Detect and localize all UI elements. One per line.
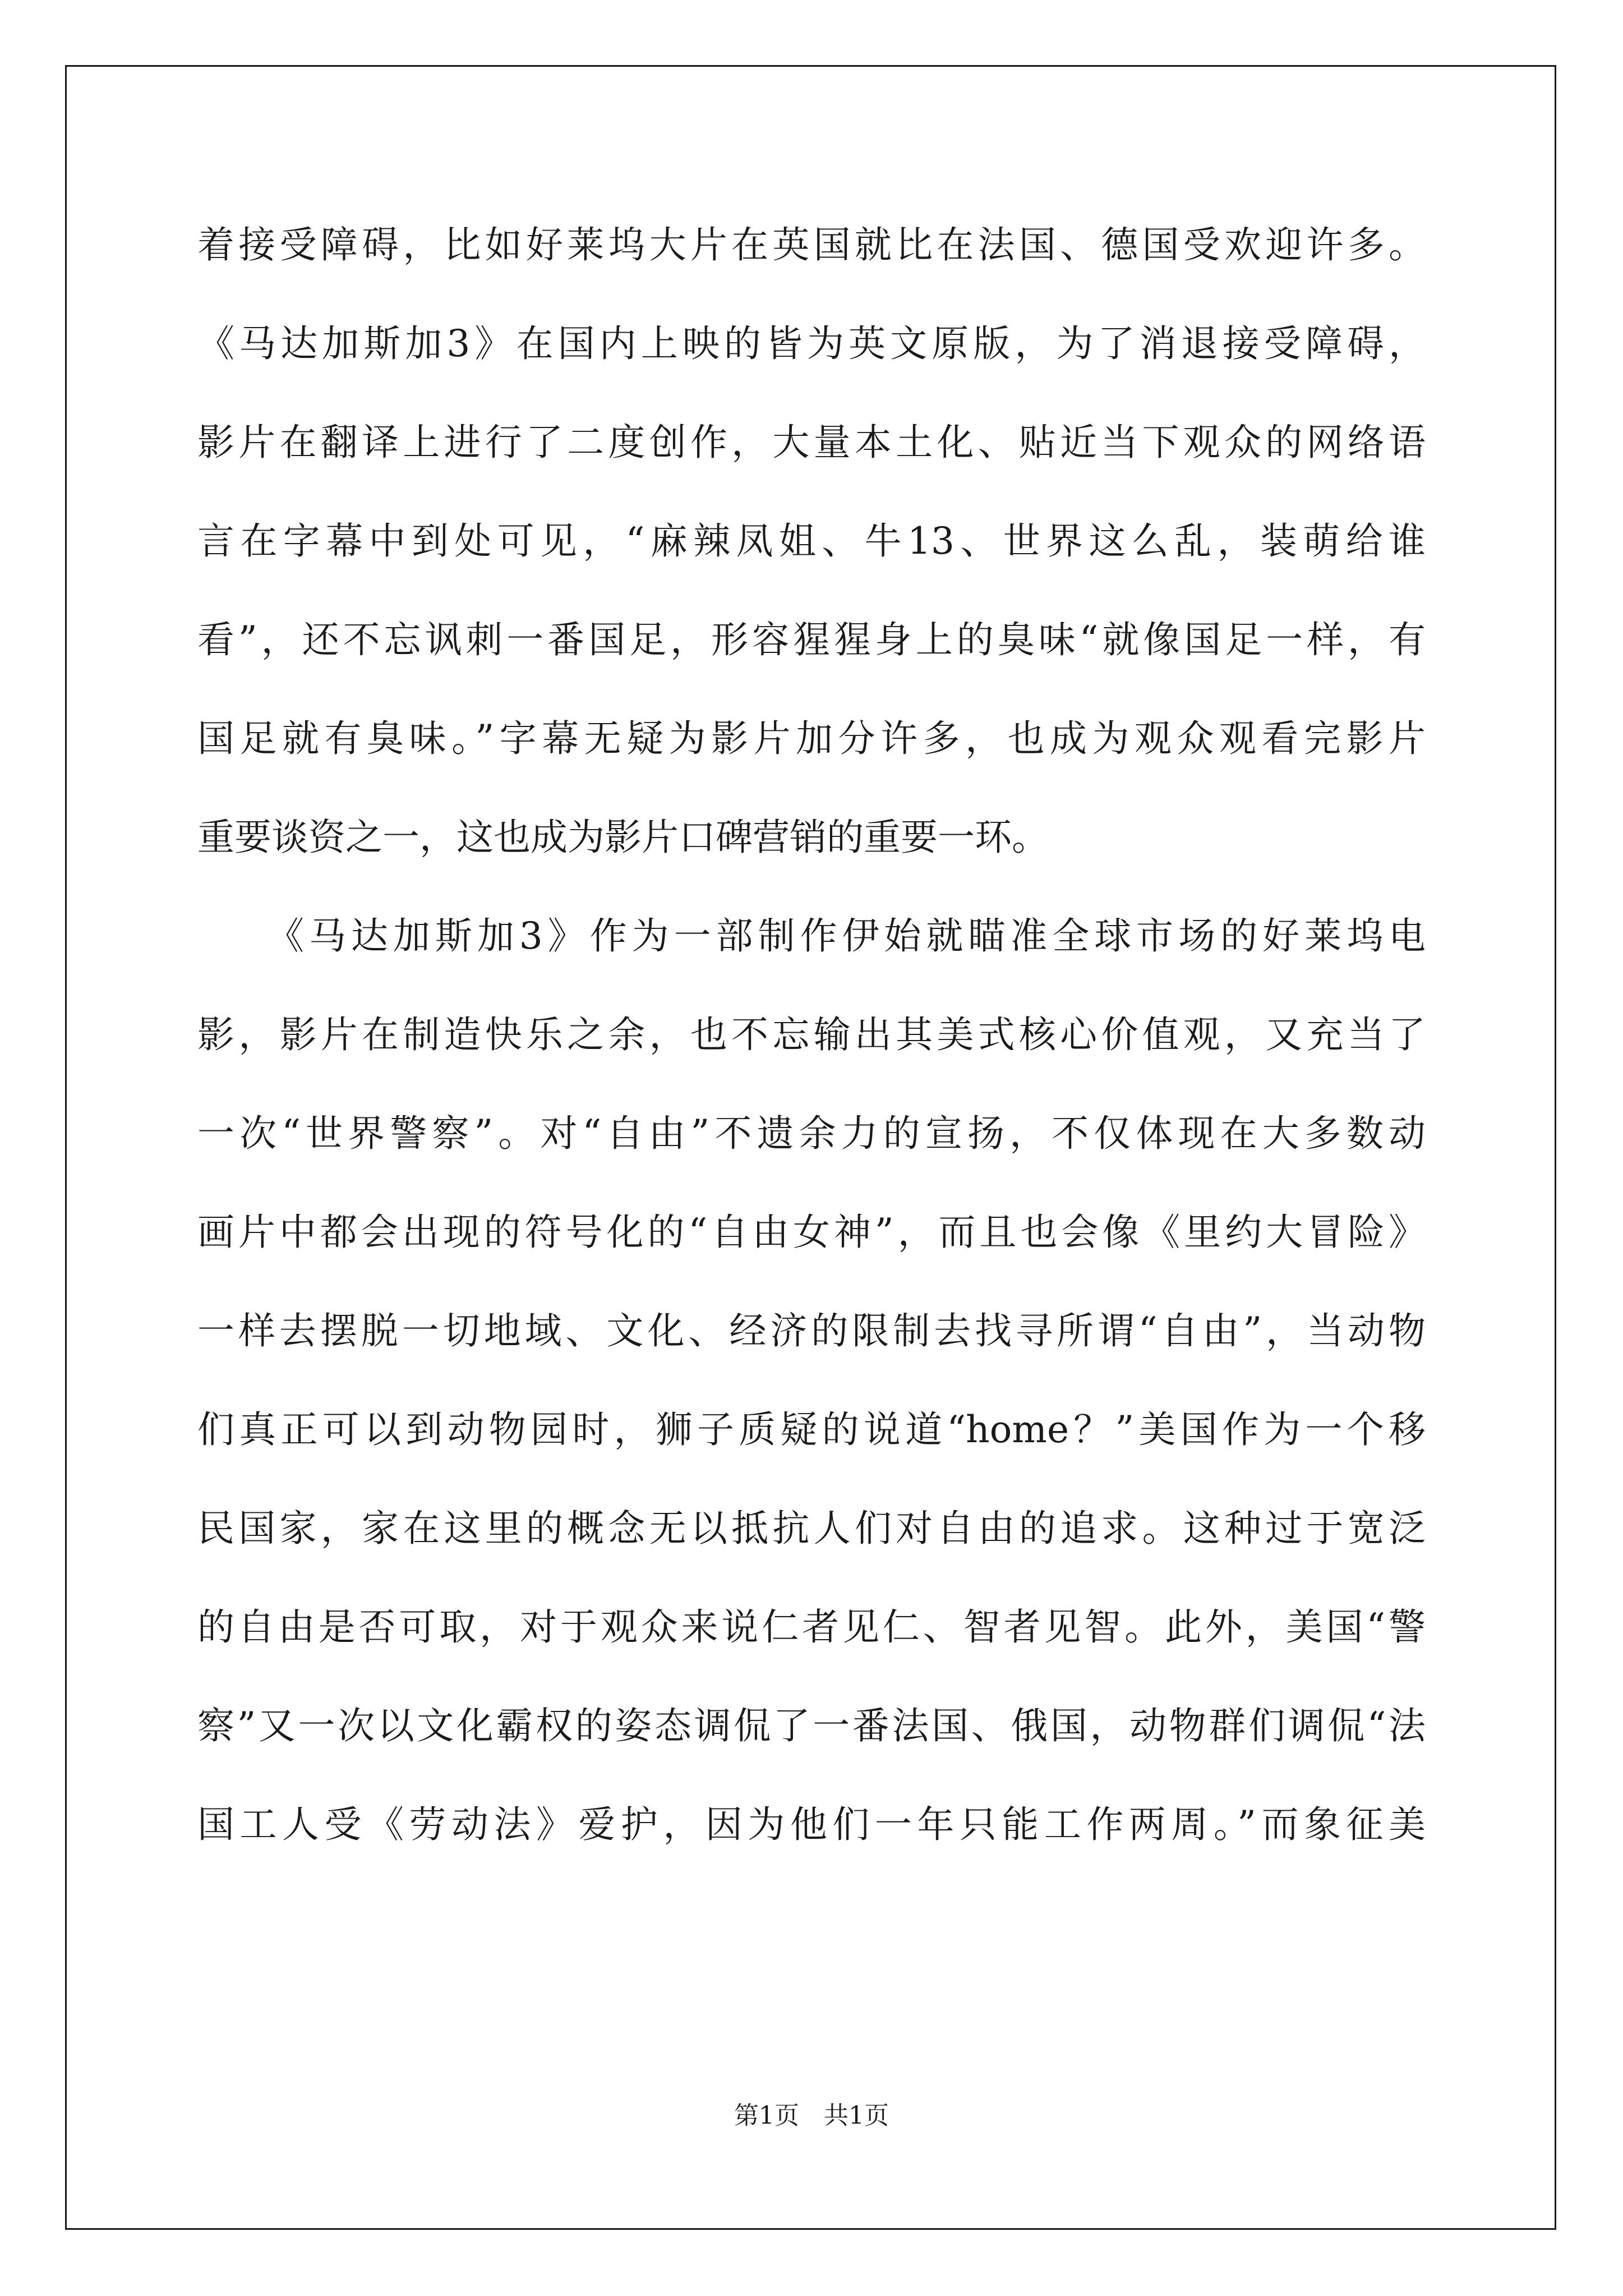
text-line: 国工人受《劳动法》爱护，因为他们一年只能工作两周。”而象征美 xyxy=(197,1803,1426,1846)
text-line: 民国家，家在这里的概念无以抵抗人们对自由的追求。这种过于宽泛 xyxy=(197,1507,1426,1550)
text-line: 一次“世界警察”。对“自由”不遗余力的宣扬，不仅体现在大多数动 xyxy=(197,1112,1426,1155)
text-line: 国足就有臭味。”字幕无疑为影片加分许多，也成为观众观看完影片 xyxy=(197,717,1426,760)
text-line: 画片中都会出现的符号化的“自由女神”，而且也会像《里约大冒险》 xyxy=(197,1211,1426,1254)
text-line: 言在字幕中到处可见，“麻辣凤姐、牛13、世界这么乱，装萌给谁 xyxy=(197,519,1426,563)
text-line: 一样去摆脱一切地域、文化、经济的限制去找寻所谓“自由”，当动物 xyxy=(197,1309,1426,1352)
text-line: 着接受障碍，比如好莱坞大片在英国就比在法国、德国受欢迎许多。 xyxy=(197,223,1426,266)
text-line: 影，影片在制造快乐之余，也不忘输出其美式核心价值观，又充当了 xyxy=(197,1013,1426,1056)
text-line: 影片在翻译上进行了二度创作，大量本土化、贴近当下观众的网络语 xyxy=(197,421,1426,464)
text-line: 重要谈资之一，这也成为影片口碑营销的重要一环。 xyxy=(197,816,1049,859)
document-body xyxy=(197,216,1426,1894)
text-line: 的自由是否可取，对于观众来说仁者见仁、智者见智。此外，美国“警 xyxy=(197,1605,1426,1649)
paragraph-first-line: 《马达加斯加3》作为一部制作伊始就瞄准全球市场的好莱坞电 xyxy=(267,914,1426,958)
page-number: 第1页 共1页 xyxy=(734,2101,889,2130)
text-line: 《马达加斯加3》在国内上映的皆为英文原版，为了消退接受障碍， xyxy=(197,322,1426,365)
text-line: 察”又一次以文化霸权的姿态调侃了一番法国、俄国，动物群们调侃“法 xyxy=(197,1704,1426,1747)
text-line: 们真正可以到动物园时，狮子质疑的说道“home？”美国作为一个移 xyxy=(197,1408,1426,1451)
text-line: 看”，还不忘讽刺一番国足，形容猩猩身上的臭味“就像国足一样，有 xyxy=(197,618,1426,661)
